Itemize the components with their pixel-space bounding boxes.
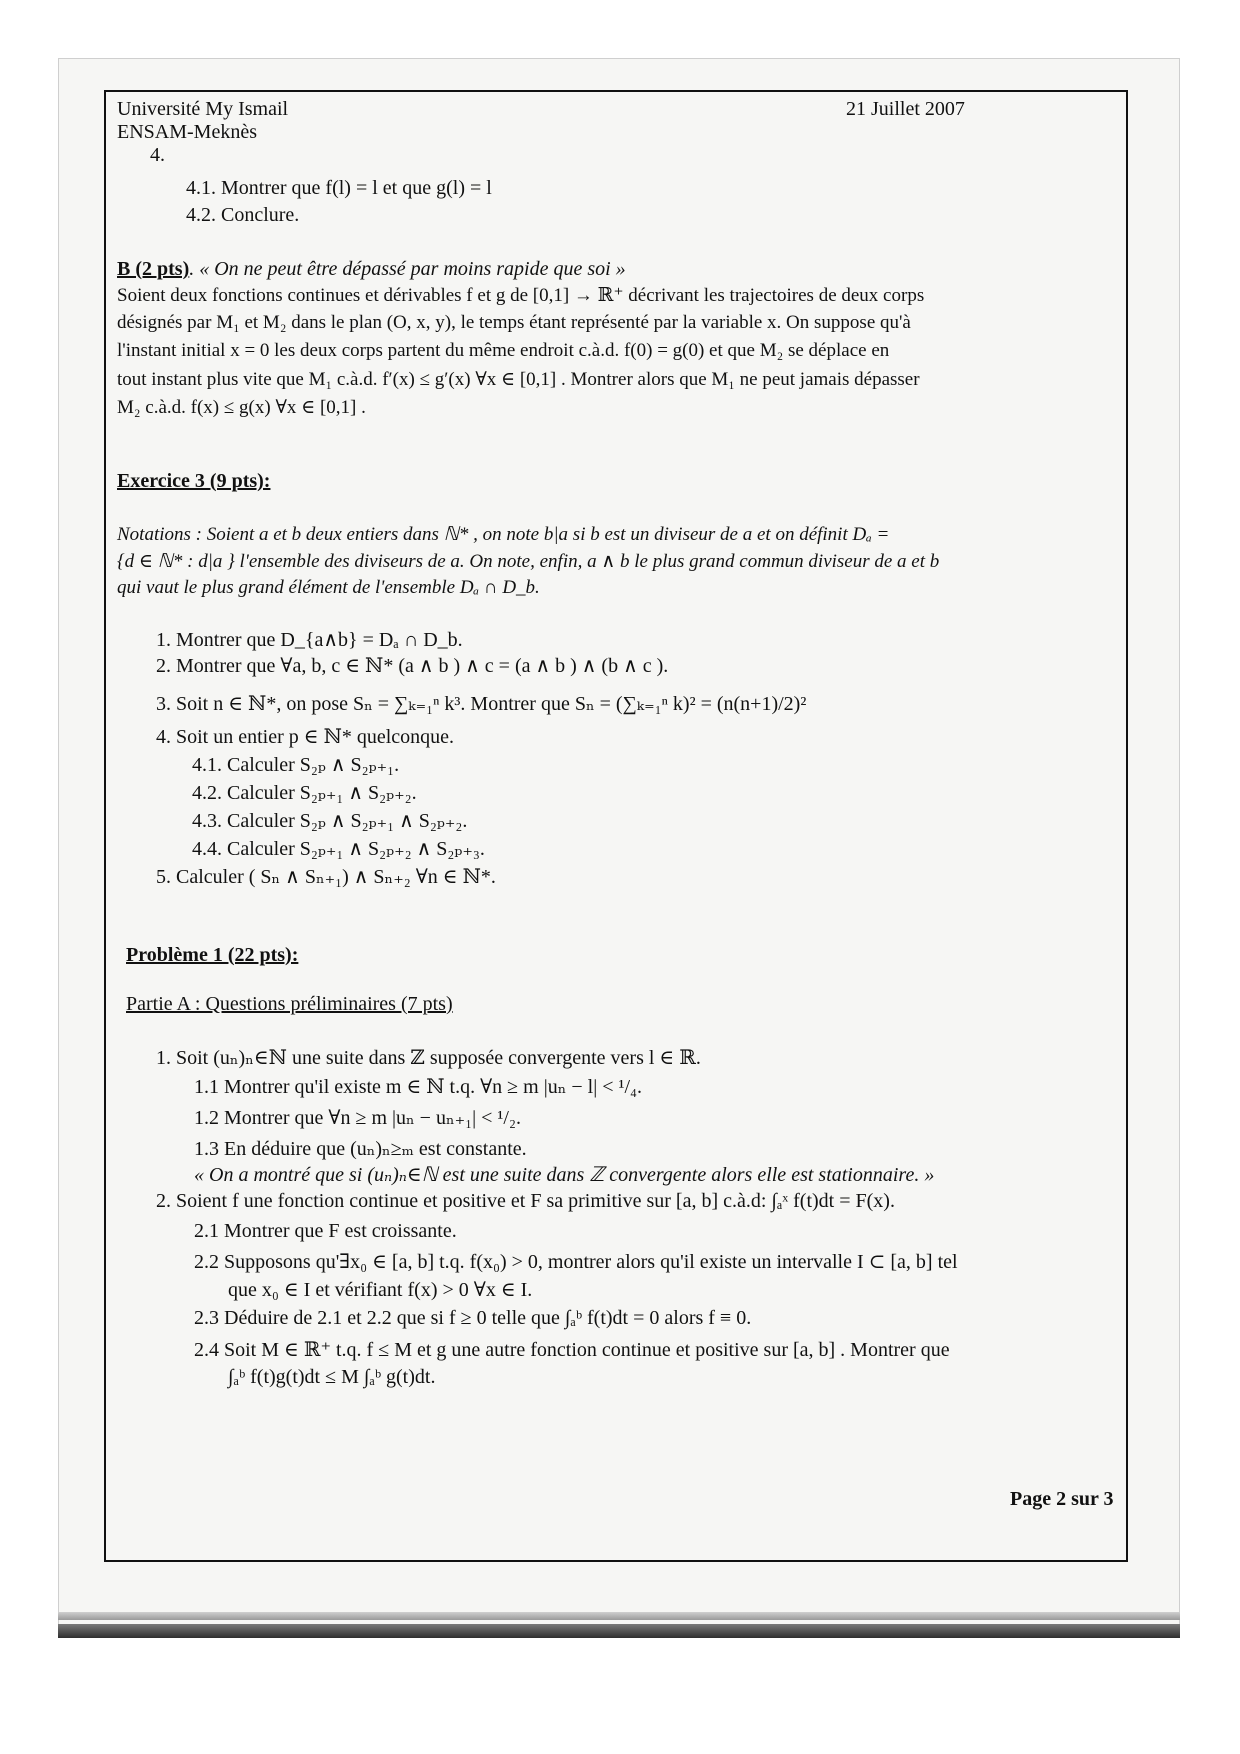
ex3-item-2: 2. Montrer que ∀a, b, c ∈ ℕ* (a ∧ b ) ∧ c = (a ∧ b ) ∧ (b ∧ c ). (156, 655, 669, 677)
section-b-line-3: l'instant initial x = 0 les deux corps partent du même endroit c.à.d. f(0) = g(0) et que M₂ se déplace en (117, 340, 890, 361)
ex3-item-4-1: 4.1. Calculer S₂ₚ ∧ S₂ₚ₊₁. (192, 754, 400, 776)
ex3-item-4: 4. Soit un entier p ∈ ℕ* quelconque. (156, 726, 455, 748)
p1-item-2: 2. Soient f une fonction continue et positive et F sa primitive sur [a, b] c.à.d: ∫ₐˣ f(t)dt = F(x). (156, 1190, 895, 1212)
sheet-bottom-shadow (58, 1612, 1180, 1620)
notation-line-2: {d ∈ ℕ* : d|a } l'ensemble des diviseurs de a. On note, enfin, a ∧ b le plus grand commun diviseur de a et b (117, 551, 940, 572)
p1-item-2-4: 2.4 Soit M ∈ ℝ⁺ t.q. f ≤ M et g une autre fonction continue et positive sur [a, b] . Montrer que (194, 1339, 950, 1361)
p1-remark: « On a montré que si (uₙ)ₙ∈ℕ est une suite dans ℤ convergente alors elle est stationnaire. » (194, 1164, 935, 1186)
notation-line-3: qui vaut le plus grand élément de l'ensemble Dₐ ∩ D_b. (117, 577, 540, 598)
partie-a-title: Partie A : Questions préliminaires (7 pts) (126, 993, 453, 1015)
section-b-title: B (2 pts) (117, 258, 190, 280)
exercice-3-title: Exercice 3 (9 pts): (117, 470, 271, 492)
item-4-2: 4.2. Conclure. (186, 204, 300, 226)
ex3-item-5: 5. Calculer ( Sₙ ∧ Sₙ₊₁) ∧ Sₙ₊₂ ∀n ∈ ℕ*. (156, 866, 496, 888)
probleme-1-title: Problème 1 (22 pts): (126, 944, 299, 966)
notation-line-1: Notations : Soient a et b deux entiers dans ℕ* , on note b|a si b est un diviseur de a et on définit Dₐ = (117, 524, 890, 545)
section-b-line-2: désignés par M₁ et M₂ dans le plan (O, x, y), le temps étant représenté par la variable x. On suppose qu'à (117, 312, 911, 333)
p1-item-2-4-cont: ∫ₐᵇ f(t)g(t)dt ≤ M ∫ₐᵇ g(t)dt. (228, 1366, 436, 1388)
page-number: Page 2 sur 3 (1010, 1488, 1114, 1510)
p1-item-2-3: 2.3 Déduire de 2.1 et 2.2 que si f ≥ 0 telle que ∫ₐᵇ f(t)dt = 0 alors f ≡ 0. (194, 1307, 752, 1329)
p1-item-2-2: 2.2 Supposons qu'∃x₀ ∈ [a, b] t.q. f(x₀) > 0, montrer alors qu'il existe un intervalle I ⊂ [a, b] tel (194, 1251, 958, 1273)
school-name: ENSAM-Meknès (117, 121, 257, 143)
exam-date: 21 Juillet 2007 (846, 98, 965, 120)
ex3-item-1: 1. Montrer que D_{a∧b} = Dₐ ∩ D_b. (156, 629, 463, 651)
p1-item-1: 1. Soit (uₙ)ₙ∈ℕ une suite dans ℤ supposée convergente vers l ∈ ℝ. (156, 1047, 701, 1069)
section-b-heading (117, 258, 626, 281)
p1-item-2-2-cont: que x₀ ∈ I et vérifiant f(x) > 0 ∀x ∈ I. (228, 1279, 533, 1301)
item-4-1: 4.1. Montrer que f(l) = l et que g(l) = l (186, 177, 492, 199)
section-b-line-4: tout instant plus vite que M₁ c.à.d. f′(x) ≤ g′(x) ∀x ∈ [0,1] . Montrer alors que M₁ ne peut jamais dépasser (117, 369, 920, 390)
university-name: Université My Ismail (117, 98, 289, 120)
p1-item-1-1: 1.1 Montrer qu'il existe m ∈ ℕ t.q. ∀n ≥ m |uₙ − l| < ¹/₄. (194, 1076, 643, 1098)
p1-item-1-3: 1.3 En déduire que (uₙ)ₙ≥ₘ est constante. (194, 1138, 527, 1160)
ex3-item-3: 3. Soit n ∈ ℕ*, on pose Sₙ = ∑ₖ₌₁ⁿ k³. Montrer que Sₙ = (∑ₖ₌₁ⁿ k)² = (n(n+1)/2)² (156, 693, 807, 715)
sheet-bottom-edge (58, 1624, 1180, 1638)
section-b-line-1: Soient deux fonctions continues et dérivables f et g de [0,1] → ℝ⁺ décrivant les trajectoires de deux corps (117, 285, 925, 306)
ex3-item-4-3: 4.3. Calculer S₂ₚ ∧ S₂ₚ₊₁ ∧ S₂ₚ₊₂. (192, 810, 468, 832)
ex3-item-4-4: 4.4. Calculer S₂ₚ₊₁ ∧ S₂ₚ₊₂ ∧ S₂ₚ₊₃. (192, 838, 485, 860)
section-b-line-5: M₂ c.à.d. f(x) ≤ g(x) ∀x ∈ [0,1] . (117, 397, 366, 418)
p1-item-2-1: 2.1 Montrer que F est croissante. (194, 1220, 457, 1242)
item-number-4: 4. (150, 144, 165, 166)
ex3-item-4-2: 4.2. Calculer S₂ₚ₊₁ ∧ S₂ₚ₊₂. (192, 782, 417, 804)
p1-item-1-2: 1.2 Montrer que ∀n ≥ m |uₙ − uₙ₊₁| < ¹/₂. (194, 1107, 521, 1129)
section-b-quote: . « On ne peut être dépassé par moins rapide que soi » (189, 258, 626, 280)
